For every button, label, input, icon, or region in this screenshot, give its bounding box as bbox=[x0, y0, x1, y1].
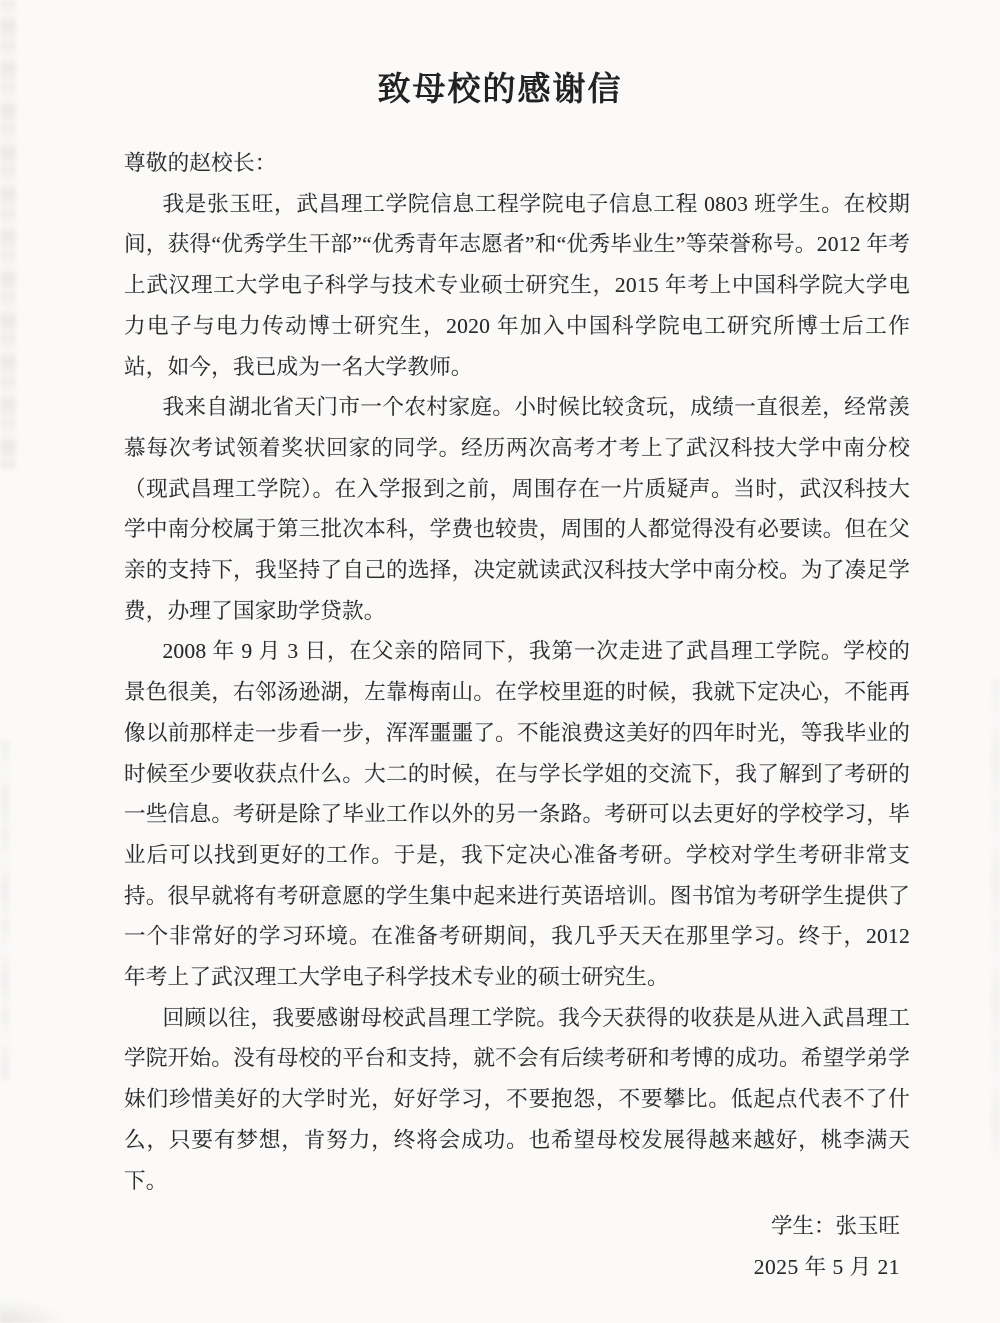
salutation: 尊敬的赵校长： bbox=[124, 151, 277, 175]
paragraph-2: 我来自湖北省天门市一个农村家庭。小时候比较贪玩，成绩一直很差，经常羡慕每次考试领着奖状回家的同学。经历两次高考才考上了武汉科技大学中南分校（现武昌理工学院）。在入学报到之前，周围存在一片质疑声。当时，武汉科技大学中南分校属于第三批次本科，学费也较贵，周围的人都觉得没有必要读。但在父亲的支持下，我坚持了自己的选择，决定就读武汉科技大学中南分校。为了凑足学费，办理了国家助学贷款。 bbox=[124, 395, 910, 623]
letter-body bbox=[124, 143, 910, 1201]
scan-smudge-left-mid bbox=[0, 740, 10, 1080]
paragraph-1: 我是张玉旺，武昌理工学院信息工程学院电子信息工程 0803 班学生。在校期间，获得“优秀学生干部”“优秀青年志愿者”和“优秀毕业生”等荣誉称号。2012 年考上武汉理工大学电子科学与技术专业硕士研究生，2015 年考上中国科学院大学电力电子与电力传动博士研究生，2020 年加入中国科学院电工研究所博士后工作站，如今，我已成为一名大学教师。 bbox=[124, 191, 910, 379]
signature-name: 学生：张玉旺 bbox=[770, 1214, 900, 1238]
signature-block bbox=[754, 1206, 900, 1287]
scan-smudge-right bbox=[991, 680, 1000, 1160]
scan-smudge-bottom-left bbox=[0, 1297, 70, 1323]
paragraph-3: 2008 年 9 月 3 日，在父亲的陪同下，我第一次走进了武昌理工学院。学校的景色很美，右邻汤逊湖，左靠梅南山。在学校里逛的时候，我就下定决心，不能再像以前那样走一步看一步，浑浑噩噩了。不能浪费这美好的四年时光，等我毕业的时候至少要收获点什么。大二的时候，在与学长学姐的交流下，我了解到了考研的一些信息。考研是除了毕业工作以外的另一条路。考研可以去更好的学校学习，毕业后可以找到更好的工作。于是，我下定决心准备考研。学校对学生考研非常支持。很早就将有考研意愿的学生集中起来进行英语培训。图书馆为考研学生提供了一个非常好的学习环境。在准备考研期间，我几乎天天在那里学习。终于，2012 年考上了武汉理工大学电子科学技术专业的硕士研究生。 bbox=[124, 639, 910, 990]
signature-date: 2025 年 5 月 21 bbox=[753, 1255, 900, 1279]
letter-title: 致母校的感谢信 bbox=[377, 72, 623, 108]
paragraph-4: 回顾以往，我要感谢母校武昌理工学院。我今天获得的收获是从进入武昌理工学院开始。没有母校的平台和支持，就不会有后续考研和考博的成功。希望学弟学妹们珍惜美好的大学时光，好好学习，不要抱怨，不要攀比。低起点代表不了什么，只要有梦想，肯努力，终将会成功。也希望母校发展得越来越好，桃李满天下。 bbox=[124, 1005, 910, 1193]
